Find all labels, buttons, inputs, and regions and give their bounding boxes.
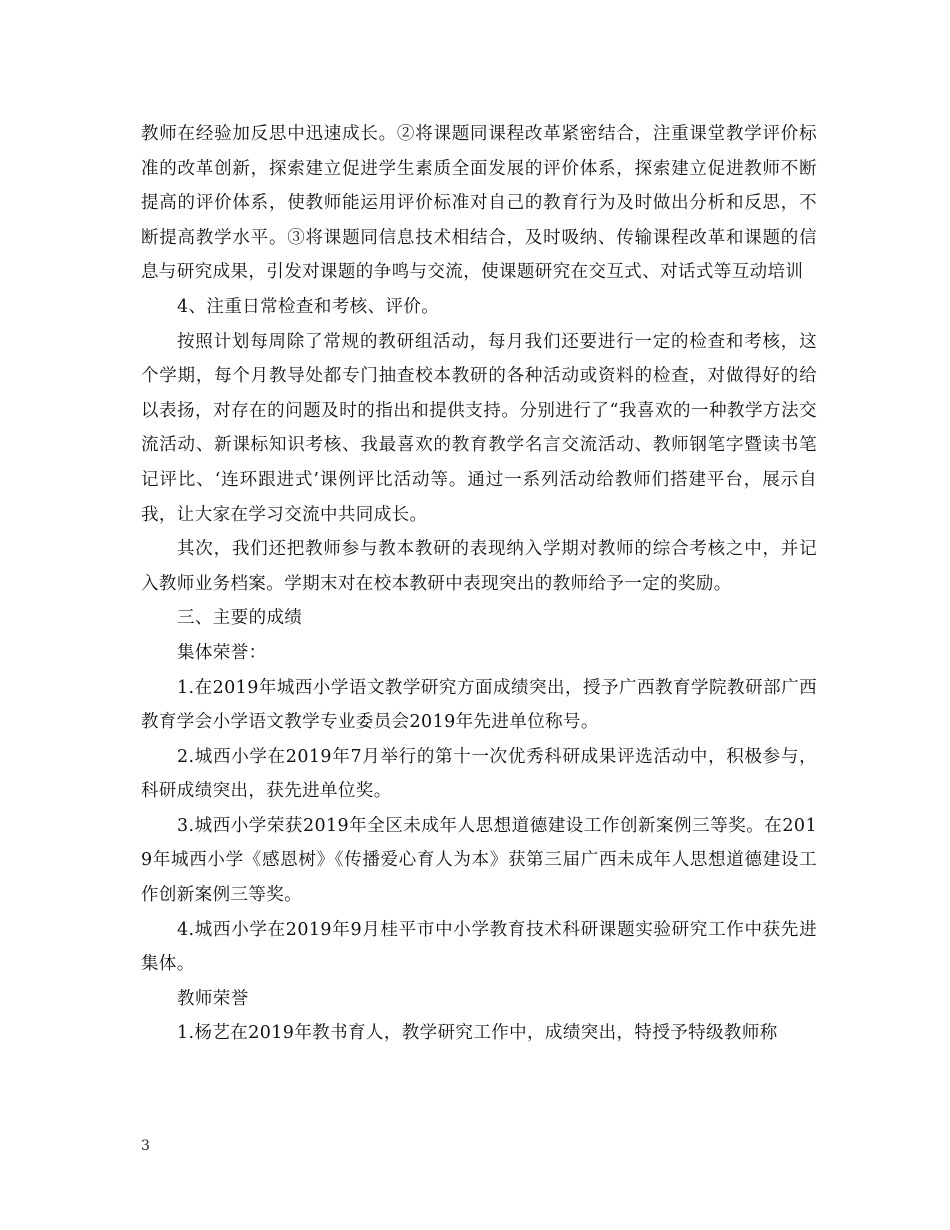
page-number: 3	[141, 1138, 150, 1154]
list-item-collective-1: 1.在2019年城西小学语文教学研究方面成绩突出，授予广西教育学院教研部广西教育学会小学语文教学专业委员会2019年先进单位称号。	[141, 677, 817, 733]
list-item-collective-4: 4.城西小学在2019年9月桂平市中小学教育技术科研课题实验研究工作中获先进集体。	[141, 919, 817, 975]
list-item-teacher-1: 1.杨艺在2019年教书育人，教学研究工作中，成绩突出，特授予特级教师称	[177, 1023, 778, 1044]
paragraph-4: 其次，我们还把教师参与教本教研的表现纳入学期对教师的综合考核之中，并记入教师业务档案。学期末对在校本教研中表现突出的教师给予一定的奖励。	[141, 539, 817, 594]
list-item-collective-2: 2.城西小学在2019年7月举行的第十一次优秀科研成果评选活动中，积极参与，科研成绩突出，获先进单位奖。	[141, 746, 817, 802]
paragraph-2: 4、注重日常检查和考核、评价。	[177, 296, 440, 317]
paragraph-3: 按照计划每周除了常规的教研组活动，每月我们还要进行一定的检查和考核，这个学期，每个月教导处都专门抽查校本教研的各种活动或资料的检查，对做得好的给以表扬，对存在的问题及时的指出和提供支持。分别进行了“我喜欢的一种教学方法交流活动、新课标知识考核、我最喜欢的教育教学名言交流活动、教师钢笔字暨读书笔记评比、‘连环跟进式’课例评比活动等。通过一系列活动给教师们搭建平台，展示自我，让大家在学习交流中共同成长。	[141, 331, 817, 525]
subheading-collective-honors: 集体荣誉：	[177, 642, 267, 663]
section-heading-achievements: 三、主要的成绩	[177, 608, 303, 629]
subheading-teacher-honors: 教师荣誉	[177, 988, 249, 1009]
document-body	[141, 117, 817, 1051]
paragraph-1: 教师在经验加反思中迅速成长。②将课题同课程改革紧密结合，注重课堂教学评价标准的改革创新，探索建立促进学生素质全面发展的评价体系，探索建立促进教师不断提高的评价体系，使教师能运用评价标准对自己的教育行为及时做出分析和反思，不断提高教学水平。③将课题同信息技术相结合，及时吸纳、传输课程改革和课题的信息与研究成果，引发对课题的争鸣与交流，使课题研究在交互式、对话式等互动培训	[141, 124, 817, 283]
list-item-collective-3: 3.城西小学荣获2019年全区未成年人思想道德建设工作创新案例三等奖。在2019年城西小学《感恩树》《传播爱心育人为本》获第三届广西未成年人思想道德建设工作创新案例三等奖。	[141, 815, 817, 906]
